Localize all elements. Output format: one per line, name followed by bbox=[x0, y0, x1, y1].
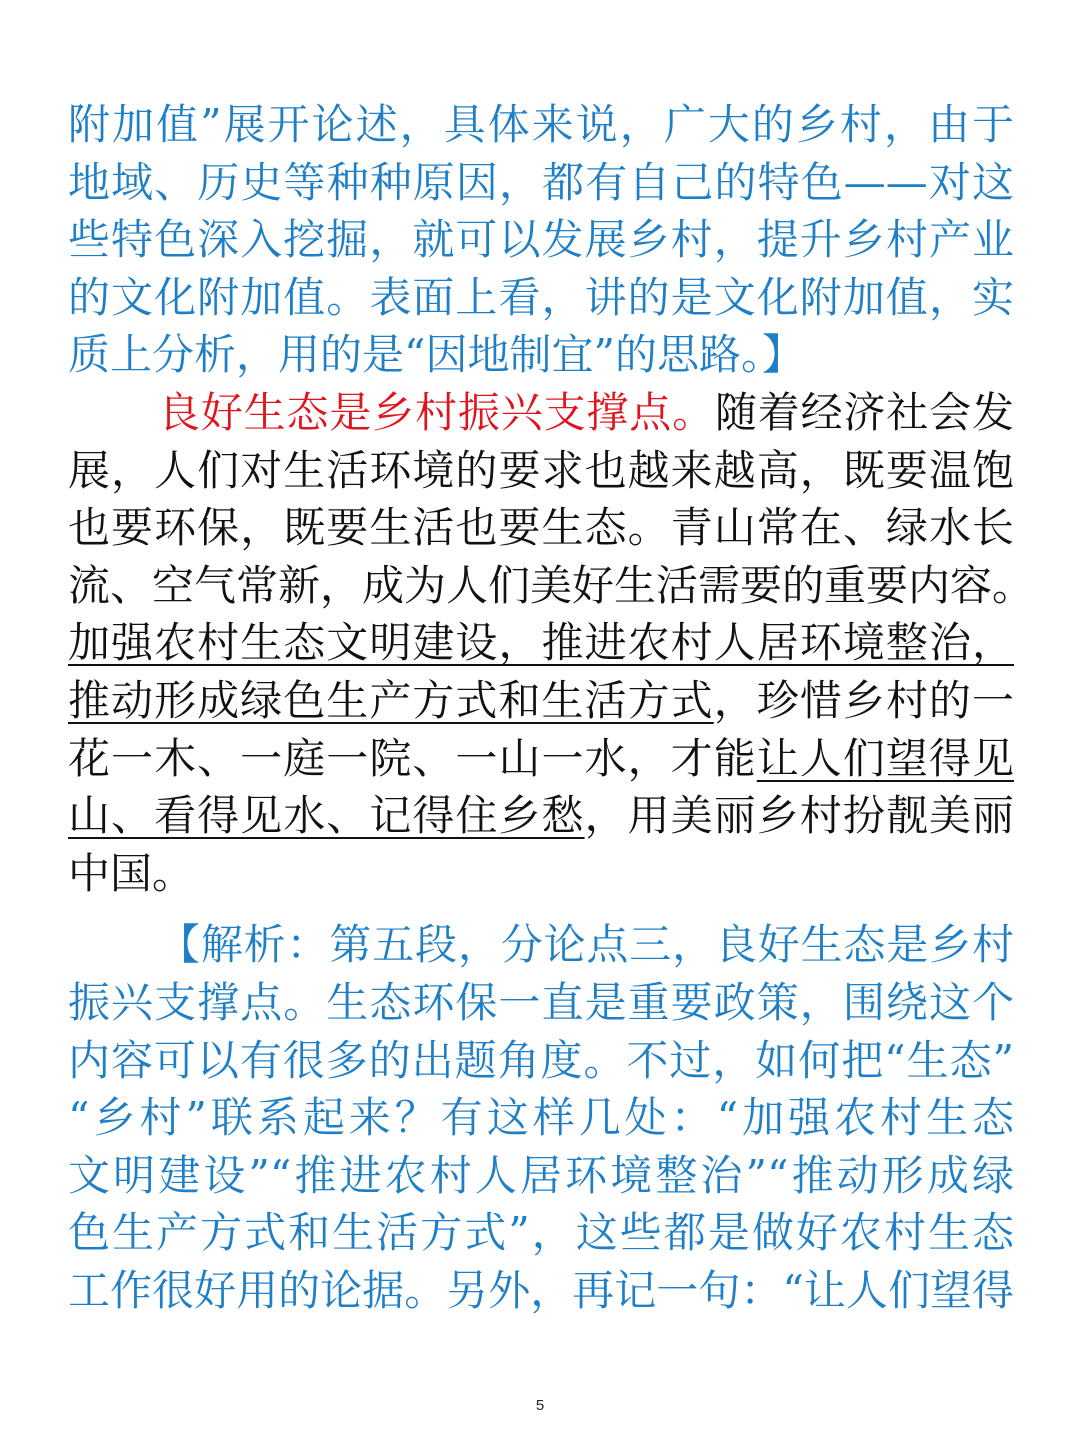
paragraph-five-line-6 bbox=[68, 672, 1014, 730]
paragraph-five-line-5 bbox=[68, 614, 1014, 672]
paragraph-five-line-4: 流、空气常新，成为人们美好生活需要的重要内容。 bbox=[68, 560, 1035, 610]
analysis-four-line-1: 附加值”展开论述，具体来说，广大的乡村，由于 bbox=[68, 100, 1014, 149]
paragraph-five-line-7 bbox=[68, 730, 1014, 788]
analysis-five-line-1: 【解析：第五段，分论点三，良好生态是乡村 bbox=[158, 920, 1014, 970]
paragraph-five-line-1-text: 随着经济社会发 bbox=[714, 387, 1014, 437]
paragraph-five-line-6-text: ，珍惜乡村的一 bbox=[713, 675, 1014, 725]
analysis-four-line-2: 地域、历史等种种原因，都有自己的特色——对这 bbox=[68, 157, 1014, 207]
underlined-phrase: 山、看得见水、记得住乡愁 bbox=[68, 791, 585, 841]
analysis-four-paragraph bbox=[68, 96, 1014, 384]
analysis-four-line-3: 些特色深入挖掘，就可以发展乡村，提升乡村产业 bbox=[68, 215, 1014, 265]
paragraph-five-line-7-text: 花一木、一庭一院、一山一水，才能 bbox=[68, 733, 757, 783]
paragraph-five-line-3: 也要环保，既要生活也要生态。青山常在、绿水长 bbox=[68, 503, 1014, 553]
analysis-four-line-5: 质上分析，用的是“因地制宜”的思路。】 bbox=[68, 330, 804, 380]
analysis-five-line-5: 文明建设”“推进农村人居环境整治”“推动形成绿 bbox=[68, 1150, 1014, 1200]
body-paragraph-five bbox=[68, 384, 1035, 902]
analysis-five-line-3: 内容可以有很多的出题角度。不过，如何把“生态” bbox=[68, 1035, 1014, 1085]
underlined-phrase: 推动形成绿色生产方式和生活方式 bbox=[68, 675, 714, 725]
document-page bbox=[68, 96, 1035, 1319]
paragraph-gap bbox=[68, 902, 1014, 916]
analysis-five-line-7: 工作很好用的论据。另外，再记一句：“让人们望得 bbox=[68, 1265, 1014, 1315]
analysis-five-line-2: 振兴支撑点。生态环保一直是重要政策，围绕这个 bbox=[68, 977, 1014, 1027]
analysis-five-line-4: “乡村”联系起来？有这样几处：“加强农村生态 bbox=[68, 1093, 1014, 1143]
paragraph-five-line-8-text: ，用美丽乡村扮靓美丽 bbox=[584, 791, 1014, 841]
underlined-phrase: 让人们望得见 bbox=[756, 733, 1014, 783]
paragraph-five-line-1 bbox=[68, 384, 1014, 442]
paragraph-five-line-9: 中国。 bbox=[68, 848, 195, 898]
paragraph-five-line-2: 展，人们对生活环境的要求也越来越高，既要温饱 bbox=[68, 445, 1014, 495]
analysis-five-line-6: 色生产方式和生活方式”，这些都是做好农村生态 bbox=[68, 1208, 1014, 1258]
analysis-five-paragraph bbox=[68, 916, 1014, 1319]
page-number: 5 bbox=[535, 1397, 545, 1414]
analysis-four-line-4: 的文化附加值。表面上看，讲的是文化附加值，实 bbox=[68, 272, 1014, 322]
paragraph-five-line-8 bbox=[68, 787, 1014, 845]
section-heading: 良好生态是乡村振兴支撑点。 bbox=[158, 387, 715, 437]
underlined-phrase: 加强农村生态文明建设，推进农村人居环境整治， bbox=[68, 618, 1014, 668]
